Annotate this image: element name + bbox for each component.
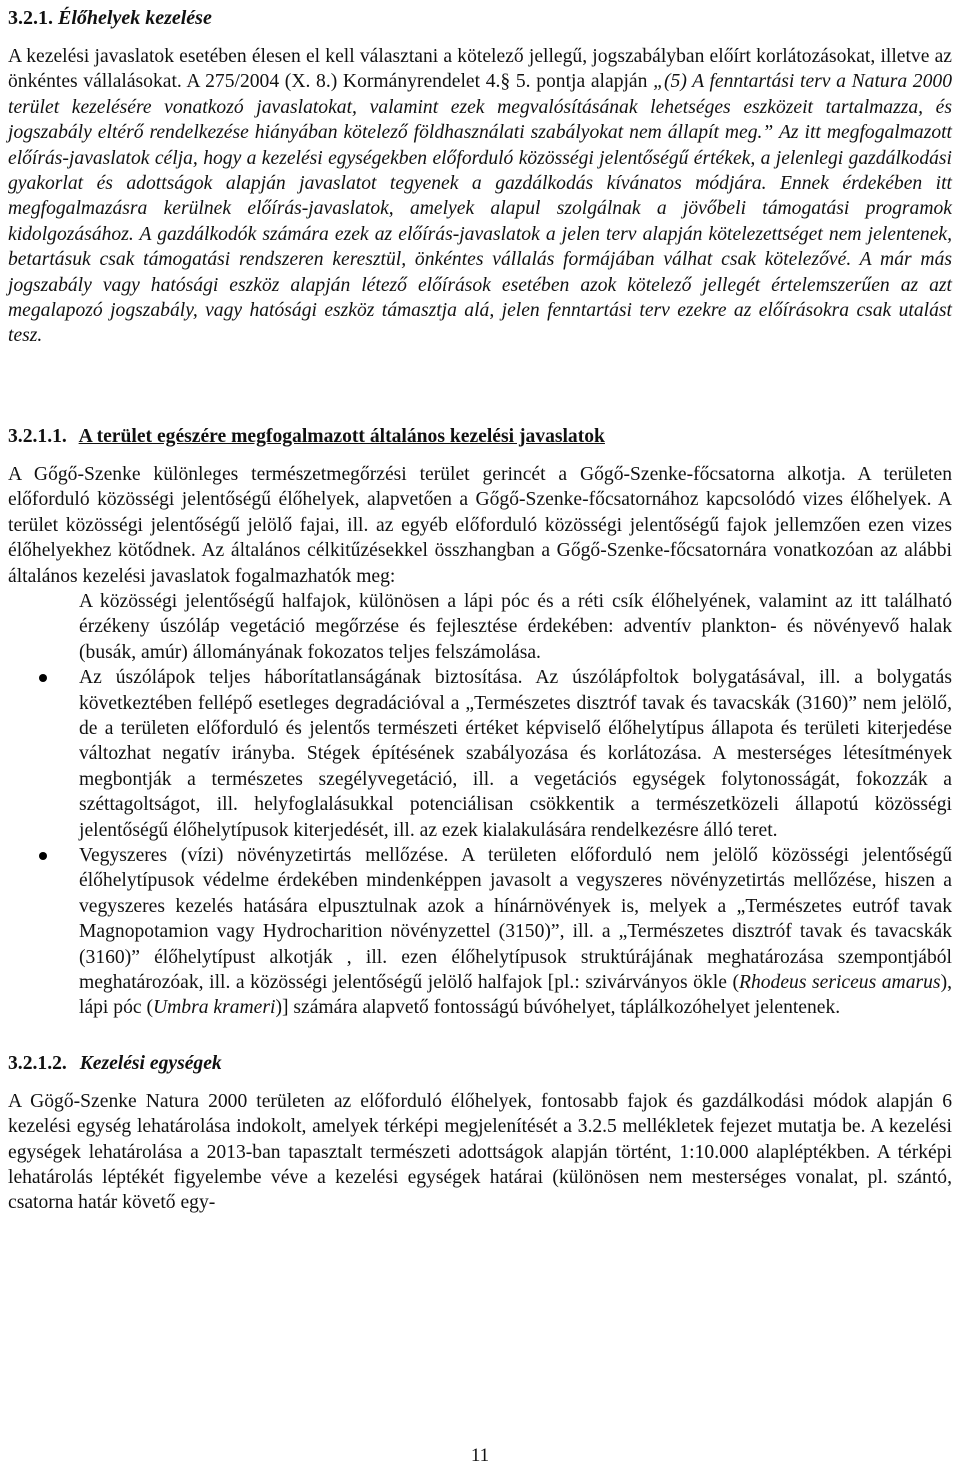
bullet-icon — [39, 852, 47, 860]
section-number: 3.2.1. — [8, 7, 53, 29]
list-item-text: A közösségi jelentőségű halfajok, különösen a lápi póc és a réti csík élőhelyének, valamint az itt található érzékeny úszóláp vegetáció megőrzése és fejlesztése érdekében: adventív plankton- és növényevő halak (busák, amúr) állományának fokozatos teljes felszámolása. — [79, 590, 952, 663]
list-item-text: Az úszólápok teljes háborítatlanságának biztosítása. Az úszólápfoltok bolygatásával, ill. a bolygatás következtében fellépő esetleges degradációval a „Természetes disztróf tavak és tavacskák (3160)” nem jelölő, de a területen előforduló és jelentős természeti értéket képviselő élőhelytípus állapota és területi kiterjedése változhat negatív irányba. Stégek építésének szabályozása és korlátozása. A mesterséges létesítmények megbontják a természetes szegélyvegetáció, ill. a vegetációs egységek folytonosságát, fokozzák a széttagoltságot, ill. helyfoglalásukkal potenciálisan csökkentik a természetközeli állapotú közösségi jelentőségű élőhelytípusok kiterjedését, ill. az ezek kialakulására rendelkezésre álló teret. — [79, 667, 952, 841]
document-page — [8, 4, 952, 1216]
recommendation-list — [8, 589, 952, 1021]
species-name: Umbra krameri — [153, 997, 276, 1019]
list-item-text-part: )] számára alapvető fontosságú búvóhelyet, táplálkozóhelyet jelentenek. — [275, 997, 841, 1019]
species-name: Rhodeus sericeus amarus — [738, 972, 941, 993]
subsection-title: A terület egészére megfogalmazott általános kezelési javaslatok — [78, 425, 605, 447]
bullet-icon — [39, 674, 47, 682]
section-title: Élőhelyek kezelése — [58, 7, 212, 29]
list-item-text-part: Vegyszeres (vízi) növényzetirtás mellőzése. A területen előforduló nem jelölő közösségi jelentőségű élőhelytípusok védelme érdekében mindenképpen javasolt a vegyszeres növényzetirtás mellőzése, hiszen a vegyszeres kezelés hatására elpusztulnak azok a hínárnövények is, melyek a „Természetes eutróf tavak Magnopotamion vagy Hydrocharition növényzettel (3150)”, ill. a „Természetes disztróf tavak és tavacskák (3160)” élőhelytípust alkotják , ill. ezen élőhelytípusok struktúrájának meghatározása szempontjából meghatározóak, ill. a közösségi jelentőségű jelölő halfajok [pl.: szivárványos ökle ( — [79, 844, 952, 993]
intro-quote: „(5) A fenntartási terv a Natura 2000 terület kezelésére vonatkozó javaslatokat, valamint ezek megvalósításának lehetséges eszközeit tartalmazza, és jogszabály eltérő rendelkezése hiányában kötelező földhasználati szabályokat nem állapít meg.” — [8, 71, 952, 144]
list-item — [8, 665, 952, 843]
list-item-text — [79, 845, 952, 1018]
list-item — [8, 589, 952, 665]
section-heading — [8, 4, 952, 32]
subsection-number: 3.2.1.2. — [8, 1052, 67, 1074]
subsection-number: 3.2.1.1. — [8, 425, 67, 447]
subsection-heading-units — [8, 1051, 952, 1077]
list-item-text-part: ), lápi póc ( — [79, 972, 952, 1019]
intro-paragraph — [8, 44, 952, 349]
units-paragraph: A Gögő-Szenke Natura 2000 területen az előforduló élőhelyek, fontosabb fajok és gazdálkodási módok alapján 6 kezelési egység lehatárolása indokolt, amelyek térképi megjelenítését a 3.2.5 mellékletek fejezet mutatja be. A kezelési egységek lehatárolása a 2013-ban tapasztalt természeti adottságok alapján történt, 1:10.000 alapléptékben. A térképi lehatárolás léptékét figyelembe véve a kezelési egységek határai (különösen nem mesterséges vonalat, pl. szántó, csatorna határ követő egy- — [8, 1090, 952, 1214]
page-number: 11 — [470, 1445, 490, 1466]
subsection-title: Kezelési egységek — [79, 1052, 222, 1074]
general-paragraph: A Gőgő-Szenke különleges természetmegőrzési terület gerincét a Gőgő-Szenke-főcsatorna alkotja. A területen előforduló közösségi jelentőségű élőhelyek, alapvetően a Gőgő-Szenke-főcsatornához kapcsolódó vizes élőhelyek. A terület közösségi jelentőségű jelölő fajai, ill. az egyéb előforduló közösségi jelentőségű fajok jellemzően ezen vizes élőhelyekhez kötődnek. Az általános célkitűzésekkel összhangban a Gőgő-Szenke-főcsatornára vonatkozóan az alábbi általános kezelési javaslatok fogalmazhatók meg: — [8, 463, 952, 587]
list-item — [8, 843, 952, 1021]
intro-italic-rest: Az itt megfogalmazott előírás-javaslatok célja, hogy a kezelési egységekben előforduló közösségi jelentőségű értékek, a jelenlegi gazdálkodási gyakorlat és adottságok alapján javaslatot tegyenek a gazdálkodás kívánatos módjára. Ennek érdekében itt megfogalmazásra kerülnek előírás-javaslatok, amelyek alapul szolgálnak a jövőbeli támogatási programok kidolgozásához. A gazdálkodók számára ezek az előírás-javaslatok a jelen terv alapján kötelezettséget nem jelentenek, betartásuk csak támogatási rendszeren keresztül, önkéntes vállalás formájában válhat csak kötelezővé. A már más jogszabály vagy hatósági eszköz alapján létező előírások esetében azok kötelező jellegét értelemszerűen az azt megalapozó jogszabály, vagy hatósági eszköz támasztja alá, jelen fenntartási terv ezekre az előírásokra csak utalást tesz. — [8, 122, 952, 347]
subsection-heading-general — [8, 424, 952, 450]
intro-lead: A kezelési javaslatok esetében élesen el kell választani a kötelező jellegű, jogszabályban előírt korlátozásokat, illetve az önkéntes vállalásokat. A 275/2004 (X. 8.) Kormányrendelet 4.§ 5. pontja alapján — [8, 46, 952, 93]
